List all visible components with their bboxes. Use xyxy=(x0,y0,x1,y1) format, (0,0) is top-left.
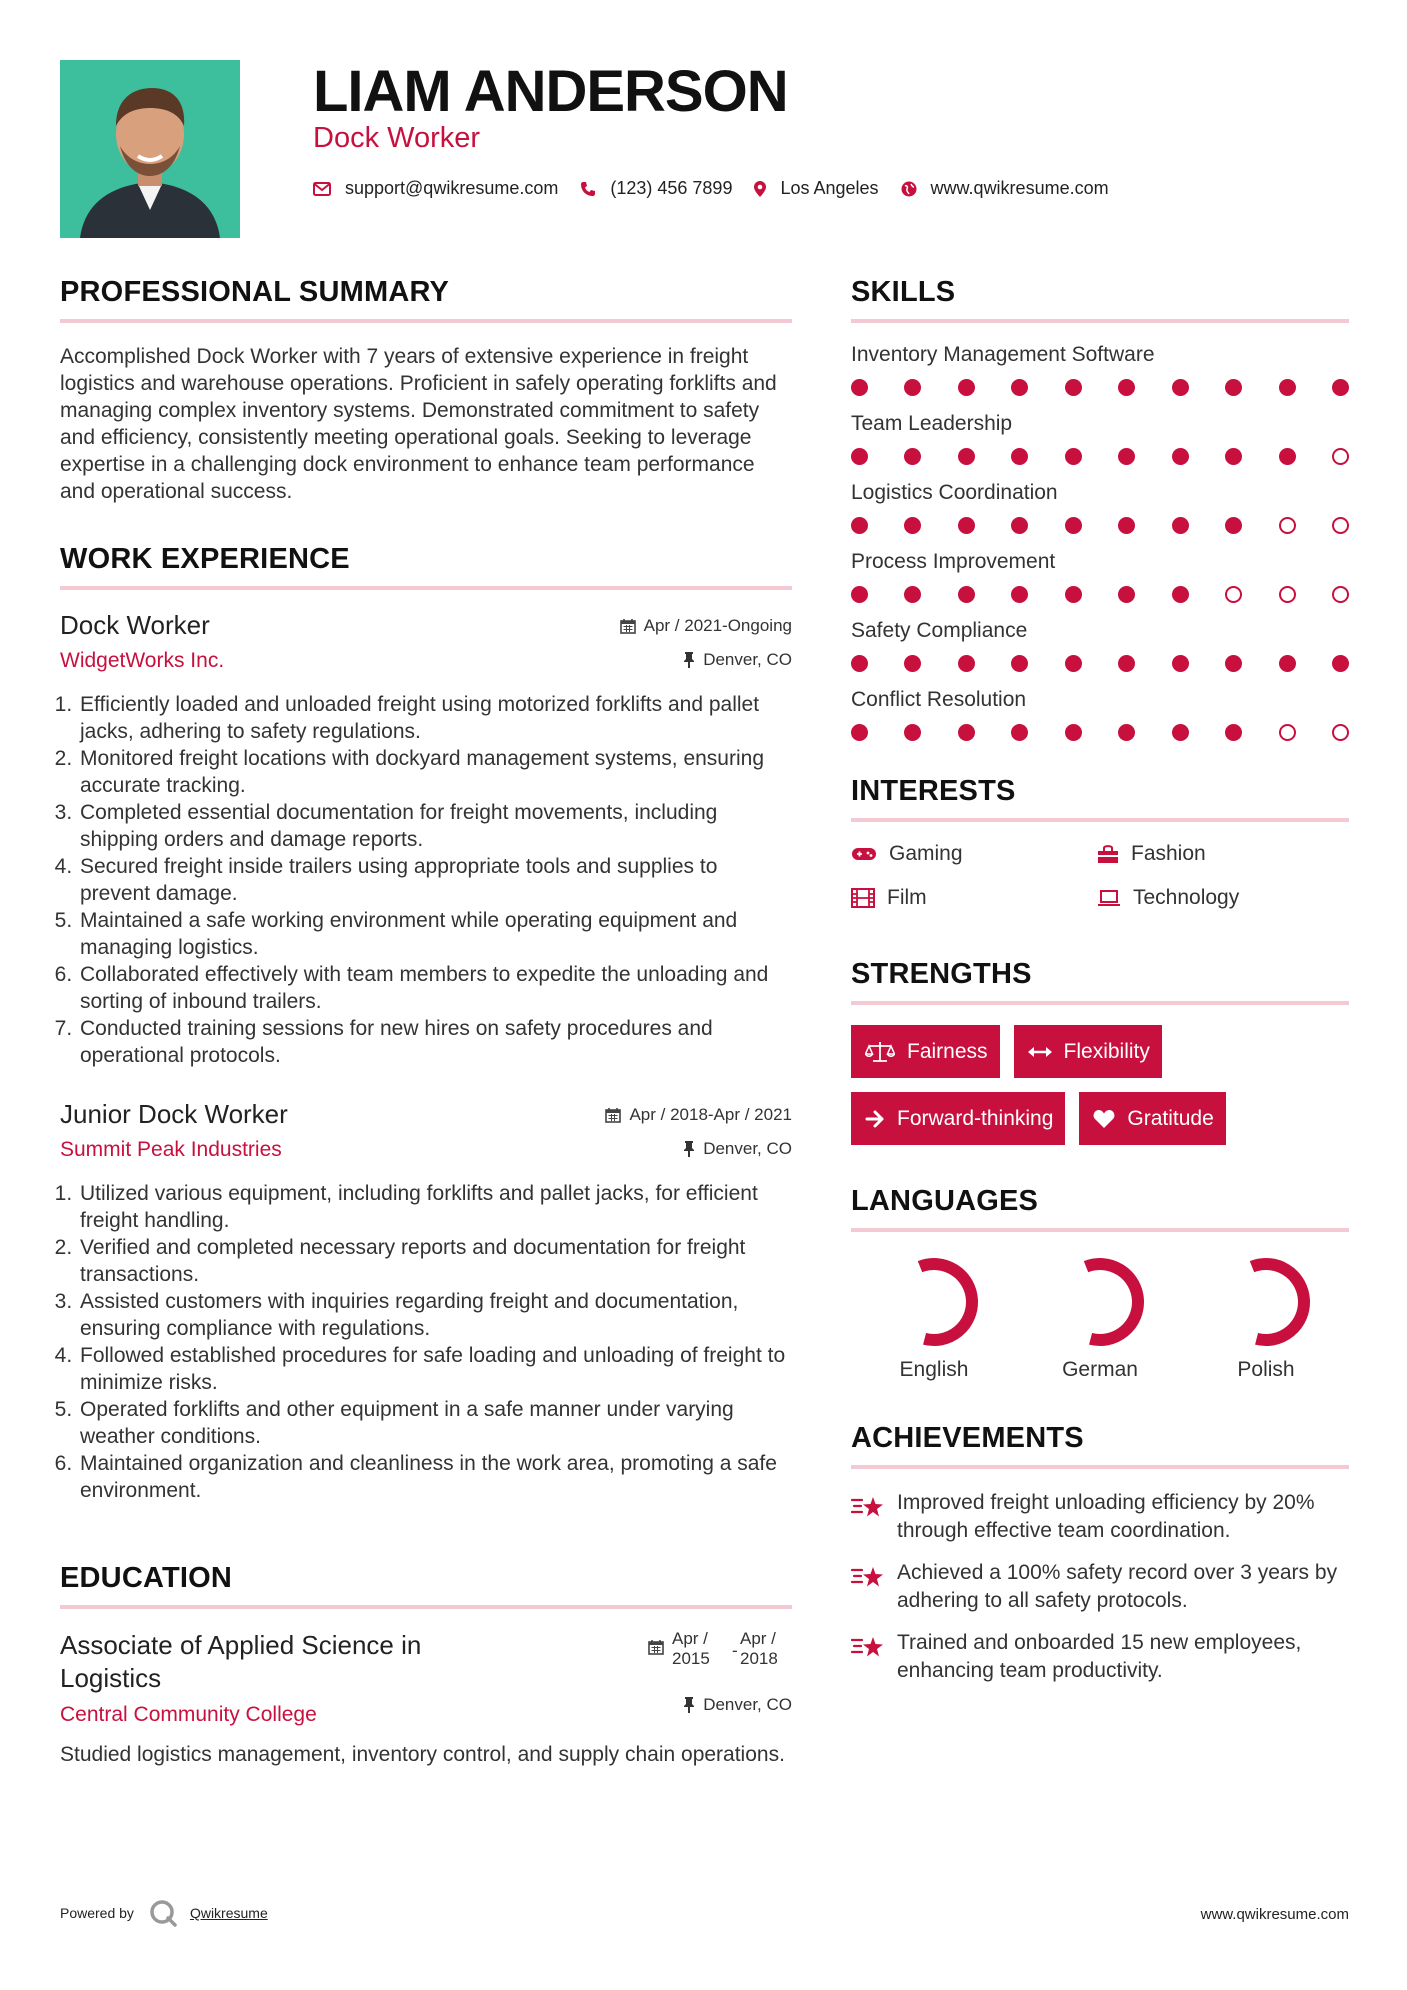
rating-dot-filled xyxy=(904,517,921,534)
list-item: 4. Followed established procedures for safe loading and unloading of freight to minimize risks. xyxy=(78,1342,792,1396)
interest-label: Film xyxy=(887,886,927,909)
candidate-role: Dock Worker xyxy=(313,122,481,154)
job-location-text: Denver, CO xyxy=(703,650,792,669)
skill-item xyxy=(851,343,1349,396)
job-entry xyxy=(60,610,792,1069)
rating-dot-filled xyxy=(904,448,921,465)
skills-list xyxy=(851,343,1349,741)
job-location xyxy=(620,650,792,670)
skills-section xyxy=(851,276,1349,741)
calendar-icon xyxy=(620,618,636,634)
edu-start-year: 2015 xyxy=(672,1649,710,1668)
languages-title: LANGUAGES xyxy=(851,1185,1349,1232)
rating-dot-filled xyxy=(1065,379,1082,396)
interests-title: INTERESTS xyxy=(851,775,1349,822)
language-label: English xyxy=(899,1358,969,1381)
skill-rating xyxy=(851,655,1349,672)
job-title: Dock Worker xyxy=(60,610,210,640)
interest-label: Fashion xyxy=(1131,842,1206,865)
job-dates-text: Apr / 2021-Ongoing xyxy=(643,616,792,635)
list-item: 6. Collaborated effectively with team members to expedite the unloading and sorting of inbound trailers. xyxy=(78,961,792,1015)
calendar-icon xyxy=(605,1107,621,1123)
interests-section xyxy=(851,775,1349,910)
pushpin-icon xyxy=(683,1697,695,1713)
language-label: Polish xyxy=(1237,1358,1295,1381)
rating-dot-filled xyxy=(1172,517,1189,534)
skill-name: Logistics Coordination xyxy=(851,481,1058,504)
rating-dot-filled xyxy=(958,655,975,672)
job-title: Junior Dock Worker xyxy=(60,1099,288,1129)
rating-dot-filled xyxy=(1118,517,1135,534)
rating-dot-filled xyxy=(851,655,868,672)
skill-rating xyxy=(851,517,1349,534)
rating-dot-filled xyxy=(1279,379,1296,396)
summary-title: PROFESSIONAL SUMMARY xyxy=(60,276,792,323)
film-icon xyxy=(851,888,875,908)
rating-dot-filled xyxy=(1065,655,1082,672)
rating-dot-empty xyxy=(1225,586,1242,603)
skill-item xyxy=(851,619,1349,672)
skill-rating xyxy=(851,724,1349,741)
rating-dot-filled xyxy=(1225,379,1242,396)
rating-dot-filled xyxy=(958,586,975,603)
rating-dot-filled xyxy=(958,517,975,534)
job-location xyxy=(605,1139,792,1159)
profile-photo xyxy=(60,60,240,238)
contact-website[interactable] xyxy=(901,178,1109,199)
rating-dot-filled xyxy=(1011,448,1028,465)
achievement-text: Achieved a 100% safety record over 3 years by adhering to all safety protocols. xyxy=(897,1561,1338,1612)
rating-dot-filled xyxy=(1172,655,1189,672)
rating-dot-empty xyxy=(1332,517,1349,534)
laptop-icon xyxy=(1097,889,1121,907)
rating-dot-filled xyxy=(851,379,868,396)
skill-item xyxy=(851,550,1349,603)
skill-rating xyxy=(851,448,1349,465)
contact-email[interactable] xyxy=(313,178,558,199)
website-text: www.qwikresume.com xyxy=(930,178,1109,198)
rating-dot-filled xyxy=(1172,724,1189,741)
contact-bar xyxy=(313,178,1131,199)
language-level-ring xyxy=(1216,1252,1316,1352)
rating-dot-filled xyxy=(1172,586,1189,603)
rating-dot-filled xyxy=(1172,448,1189,465)
qwikresume-logo-icon xyxy=(148,1898,178,1928)
interest-label: Gaming xyxy=(889,842,963,865)
education-dates xyxy=(648,1629,792,1669)
education-section xyxy=(60,1562,792,1768)
skill-name: Team Leadership xyxy=(851,412,1013,435)
pushpin-icon xyxy=(683,652,695,668)
list-item: 2. Verified and completed necessary reports and documentation for freight transactions. xyxy=(78,1234,792,1288)
rating-dot-empty xyxy=(1332,724,1349,741)
balance-scale-icon xyxy=(865,1041,895,1063)
rating-dot-filled xyxy=(1011,655,1028,672)
summary-section xyxy=(60,276,792,505)
strength-label: Flexibility xyxy=(1063,1039,1150,1063)
shopping-bag-icon xyxy=(1097,844,1119,864)
rating-dot-filled xyxy=(1011,586,1028,603)
contact-phone[interactable] xyxy=(580,178,732,199)
rating-dot-empty xyxy=(1279,517,1296,534)
shooting-star-icon xyxy=(851,1563,885,1591)
language-level-ring xyxy=(1050,1252,1150,1352)
envelope-icon xyxy=(313,182,331,196)
skill-name: Inventory Management Software xyxy=(851,343,1155,366)
job-company: WidgetWorks Inc. xyxy=(60,649,225,672)
brand-link[interactable]: Qwikresume xyxy=(189,1905,268,1921)
skill-rating xyxy=(851,586,1349,603)
rating-dot-filled xyxy=(958,448,975,465)
rating-dot-filled xyxy=(1065,724,1082,741)
rating-dot-filled xyxy=(851,586,868,603)
person-portrait-icon xyxy=(60,60,240,238)
job-company: Summit Peak Industries xyxy=(60,1138,282,1161)
achievements-section xyxy=(851,1422,1349,1685)
skill-rating xyxy=(851,379,1349,396)
map-pin-icon xyxy=(754,181,766,197)
footer-powered-by xyxy=(60,1898,268,1928)
rating-dot-filled xyxy=(1225,448,1242,465)
list-item: 5. Operated forklifts and other equipment in a safe manner under varying weather conditions. xyxy=(78,1396,792,1450)
language-item xyxy=(1183,1252,1349,1382)
pushpin-icon xyxy=(683,1141,695,1157)
list-item: 7. Conducted training sessions for new hires on safety procedures and operational protocols. xyxy=(78,1015,792,1069)
achievements-title: ACHIEVEMENTS xyxy=(851,1422,1349,1469)
strength-badge xyxy=(1014,1025,1162,1078)
heart-icon xyxy=(1093,1109,1115,1129)
school-name: Central Community College xyxy=(60,1703,317,1726)
education-description: Studied logistics management, inventory control, and supply chain operations. xyxy=(60,1743,785,1766)
strengths-section xyxy=(851,958,1349,1145)
achievement-text: Improved freight unloading efficiency by 20% through effective team coordination. xyxy=(897,1491,1315,1542)
interest-item xyxy=(1097,842,1347,866)
phone-icon xyxy=(580,181,596,197)
rating-dot-filled xyxy=(958,724,975,741)
calendar-icon xyxy=(648,1639,664,1655)
skill-name: Process Improvement xyxy=(851,550,1056,573)
rating-dot-filled xyxy=(1279,655,1296,672)
skill-item xyxy=(851,412,1349,465)
rating-dot-filled xyxy=(1118,448,1135,465)
list-item: 1. Utilized various equipment, including forklifts and pallet jacks, for efficient freight handling. xyxy=(78,1180,792,1234)
phone-text: (123) 456 7899 xyxy=(610,178,733,198)
list-item: 4. Secured freight inside trailers using appropriate tools and supplies to prevent damage. xyxy=(78,853,792,907)
skill-item xyxy=(851,688,1349,741)
interest-item xyxy=(851,886,1097,910)
location-text: Los Angeles xyxy=(780,178,879,198)
rating-dot-filled xyxy=(1172,379,1189,396)
rating-dot-empty xyxy=(1332,586,1349,603)
job-dates xyxy=(620,616,792,636)
edu-date-dash: - xyxy=(732,1641,738,1660)
list-item: 6. Maintained organization and cleanliness in the work area, promoting a safe environment. xyxy=(78,1450,792,1504)
rating-dot-filled xyxy=(1011,517,1028,534)
rating-dot-filled xyxy=(1065,448,1082,465)
rating-dot-filled xyxy=(1065,586,1082,603)
list-item: 3. Completed essential documentation for freight movements, including shipping orders and damage reports. xyxy=(78,799,792,853)
arrow-right-icon xyxy=(865,1110,885,1128)
rating-dot-filled xyxy=(851,724,868,741)
achievement-item xyxy=(851,1629,1349,1685)
list-item: 3. Assisted customers with inquiries regarding freight and documentation, ensuring compliance with regulations. xyxy=(78,1288,792,1342)
language-level-arc xyxy=(1086,1264,1138,1340)
job-bullets xyxy=(60,1180,792,1504)
job-location-text: Denver, CO xyxy=(703,1139,792,1158)
experience-section xyxy=(60,543,792,1504)
globe-icon xyxy=(901,181,917,197)
rating-dot-empty xyxy=(1332,448,1349,465)
contact-location xyxy=(754,178,878,199)
rating-dot-filled xyxy=(1332,655,1349,672)
edu-start-month: Apr / xyxy=(672,1629,708,1648)
list-item: 1. Efficiently loaded and unloaded freight using motorized forklifts and pallet jacks, adhering to safety regulations. xyxy=(78,691,792,745)
rating-dot-filled xyxy=(1118,724,1135,741)
left-column xyxy=(60,276,792,1768)
rating-dot-filled xyxy=(904,655,921,672)
powered-by-text: Powered by xyxy=(60,1905,134,1921)
edu-end-month: Apr / xyxy=(740,1629,776,1648)
job-entry xyxy=(60,1099,792,1504)
language-level-arc xyxy=(1252,1264,1304,1340)
rating-dot-filled xyxy=(851,517,868,534)
list-item: 5. Maintained a safe working environment while operating equipment and managing logistics. xyxy=(78,907,792,961)
skill-item xyxy=(851,481,1349,534)
strength-label: Gratitude xyxy=(1127,1106,1214,1130)
rating-dot-filled xyxy=(1225,724,1242,741)
education-location xyxy=(648,1695,792,1715)
rating-dot-filled xyxy=(904,724,921,741)
rating-dot-filled xyxy=(1011,379,1028,396)
right-column xyxy=(851,276,1349,1699)
shooting-star-icon xyxy=(851,1633,885,1661)
skill-name: Safety Compliance xyxy=(851,619,1028,642)
rating-dot-filled xyxy=(1332,379,1349,396)
language-item xyxy=(851,1252,1017,1382)
list-item: 2. Monitored freight locations with dockyard management systems, ensuring accurate tracking. xyxy=(78,745,792,799)
language-level-ring xyxy=(884,1252,984,1352)
rating-dot-filled xyxy=(1225,517,1242,534)
job-dates-text: Apr / 2018-Apr / 2021 xyxy=(629,1105,792,1124)
degree-title: Associate of Applied Science in Logistics xyxy=(60,1630,422,1693)
skill-name: Conflict Resolution xyxy=(851,688,1027,711)
language-label: German xyxy=(1062,1358,1138,1381)
interest-item xyxy=(851,842,1097,866)
email-text: support@qwikresume.com xyxy=(345,178,559,198)
rating-dot-empty xyxy=(1279,586,1296,603)
footer-website[interactable]: www.qwikresume.com xyxy=(1200,1906,1349,1923)
rating-dot-filled xyxy=(1118,586,1135,603)
strength-label: Forward-thinking xyxy=(897,1106,1054,1130)
candidate-name: LIAM ANDERSON xyxy=(313,59,788,124)
interest-item xyxy=(1097,886,1347,910)
strength-badge xyxy=(1079,1092,1225,1145)
arrows-horizontal-icon xyxy=(1028,1046,1052,1058)
rating-dot-filled xyxy=(1118,655,1135,672)
language-level-arc xyxy=(920,1264,972,1340)
gamepad-icon xyxy=(851,846,877,862)
education-location-text: Denver, CO xyxy=(703,1695,792,1714)
job-bullets xyxy=(60,691,792,1069)
job-dates xyxy=(605,1105,792,1125)
rating-dot-filled xyxy=(1065,517,1082,534)
interest-label: Technology xyxy=(1133,886,1240,909)
shooting-star-icon xyxy=(851,1493,885,1521)
rating-dot-filled xyxy=(958,379,975,396)
achievement-text: Trained and onboarded 15 new employees, enhancing team productivity. xyxy=(897,1631,1302,1682)
achievement-item xyxy=(851,1559,1349,1615)
rating-dot-filled xyxy=(904,586,921,603)
languages-section xyxy=(851,1185,1349,1382)
language-item xyxy=(1017,1252,1183,1382)
rating-dot-filled xyxy=(1118,379,1135,396)
rating-dot-filled xyxy=(1225,655,1242,672)
rating-dot-filled xyxy=(904,379,921,396)
rating-dot-filled xyxy=(851,448,868,465)
rating-dot-empty xyxy=(1279,724,1296,741)
education-title: EDUCATION xyxy=(60,1562,792,1609)
achievement-item xyxy=(851,1489,1349,1545)
strength-badge xyxy=(851,1092,1065,1145)
experience-title: WORK EXPERIENCE xyxy=(60,543,792,590)
strengths-title: STRENGTHS xyxy=(851,958,1349,1005)
summary-text: Accomplished Dock Worker with 7 years of extensive experience in freight logistics and warehouse operations. Proficient in safely operating forklifts and managing complex inventory systems. Demonstrated commitment to safety and efficiency, consistently meeting operational goals. Seeking to leverage expertise in a challenging dock environment to enhance team performance and operational success. xyxy=(60,345,777,503)
skills-title: SKILLS xyxy=(851,276,1349,323)
strength-label: Fairness xyxy=(907,1039,988,1063)
rating-dot-filled xyxy=(1011,724,1028,741)
edu-end-year: 2018 xyxy=(740,1649,778,1668)
rating-dot-filled xyxy=(1279,448,1296,465)
strength-badge xyxy=(851,1025,1000,1078)
